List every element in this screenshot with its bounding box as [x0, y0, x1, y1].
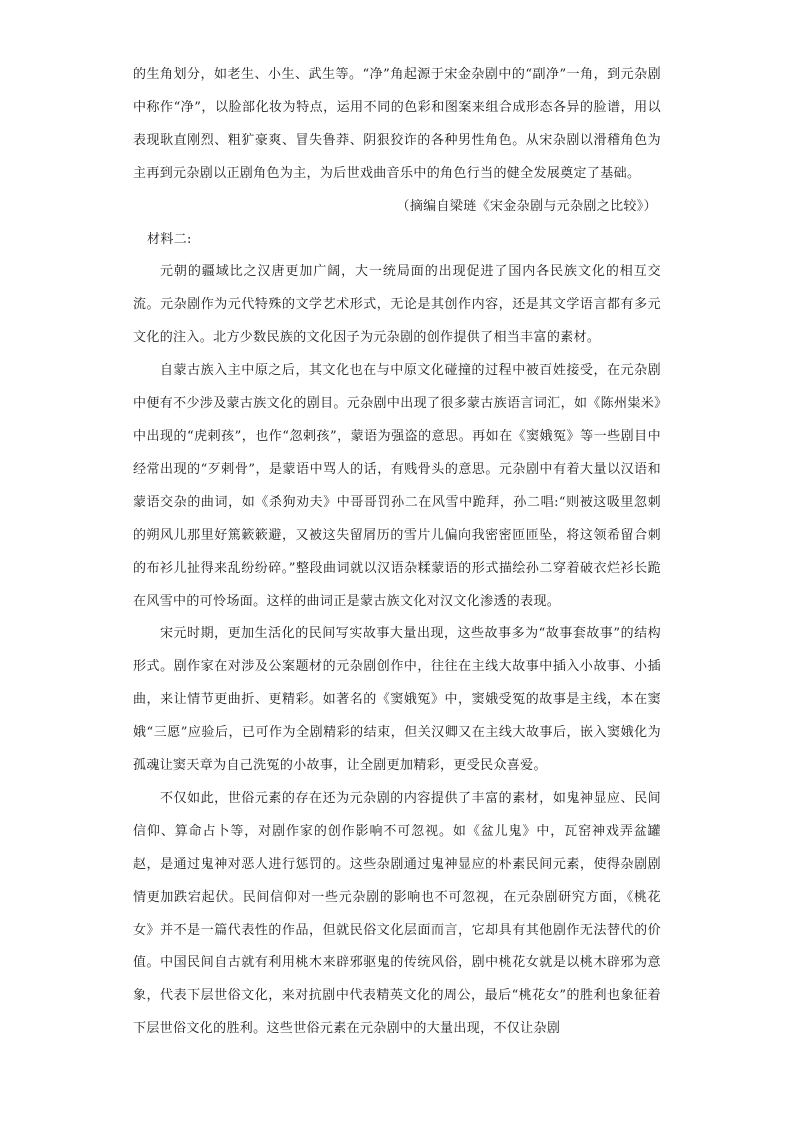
paragraph-continued: 的生角划分，如老生、小生、武生等。“净”角起源于宋金杂剧中的“副净”一角，到元杂剧中称作“净”，以脸部化妆为特点，运用不同的色彩和图案来组合成形态各异的脸谱，用以表现耿直刚烈、粗犷豪爽、冒失鲁莽、阴狠狡诈的各种男性角色。从宋杂剧以滑稽角色为主再到元杂剧以正剧角色为主，为后世戏曲音乐中的角色行当的健全发展奠定了基础。	[133, 67, 661, 181]
document-page	[133, 59, 661, 1046]
source-citation: （摘编自梁琏《宋金杂剧与元杂剧之比较》）	[396, 198, 657, 214]
paragraph-4: 不仅如此，世俗元素的存在还为元杂剧的内容提供了丰富的素材，如鬼神显应、民间信仰、算命占卜等，对剧作家的创作影响不可忽视。如《盆儿鬼》中，瓦窑神戏弄盆罐赵，是通过鬼神对恶人进行惩罚的。这些杂剧通过鬼神显应的朴素民间元素，使得杂剧剧情更加跌宕起伏。民间信仰对一些元杂剧的影响也不可忽视，在元杂剧研究方面，《桃花女》并不是一篇代表性的作品，但就民俗文化层面而言，它却具有其他剧作无法替代的价值。中国民间自古就有利用桃木来辟邪驱鬼的传统风俗，剧中桃花女就是以桃木辟邪为意象，代表下层世俗文化，来对抗剧中代表精英文化的周公，最后“桃花女”的胜利也象征着下层世俗文化的胜利。这些世俗元素在元杂剧中的大量出现，不仅让杂剧	[133, 790, 661, 1037]
paragraph-3: 宋元时期，更加生活化的民间写实故事大量出现，这些故事多为“故事套故事”的结构形式。剧作家在对涉及公案题材的元杂剧创作中，往往在主线大故事中插入小故事、小插曲，来让情节更曲折、更精彩。如著名的《窦娥冤》中，窦娥受冤的故事是主线，本在窦娥“三愿”应验后，已可作为全剧精彩的结束，但关汉卿又在主线大故事后，嵌入窦娥化为孤魂让窦天章为自己洗冤的小故事，让全剧更加精彩，更受民众喜爱。	[133, 626, 661, 774]
paragraph-2: 自蒙古族入主中原之后，其文化也在与中原文化碰撞的过程中被百姓接受，在元杂剧中便有不少涉及蒙古族文化的剧目。元杂剧中出现了很多蒙古族语言词汇，如《陈州粜米》中出现的“虎剌孩”，也作“忽剌孩”，蒙语为强盗的意思。再如在《窦娥冤》等一些剧目中经常出现的“歹剌骨”，是蒙语中骂人的话，有贱骨头的意思。元杂剧中有着大量以汉语和蒙语交杂的曲词，如《杀狗劝夫》中哥哥罚孙二在风雪中跪拜，孙二唱:“则被这吸里忽刺的朔风儿那里好篤簌簌避，又被这失留屑历的雪片儿偏向我密密匝匝坠，将这领希留合刺的布衫儿扯得来乱纷纷碎。”整段曲词就以汉语杂糅蒙语的形式描绘孙二穿着破衣烂衫长跪在风雪中的可怜场面。这样的曲词正是蒙古族文化对汉文化渗透的表现。	[133, 363, 661, 609]
paragraph-1: 元朝的疆域比之汉唐更加广阔，大一统局面的出现促进了国内各民族文化的相互交流。元杂剧作为元代特殊的文学艺术形式，无论是其创作内容，还是其文学语言都有多元文化的注入。北方少数民族的文化因子为元杂剧的创作提供了相当丰富的素材。	[133, 264, 661, 346]
section-heading-material-two: 材料二:	[147, 231, 192, 247]
